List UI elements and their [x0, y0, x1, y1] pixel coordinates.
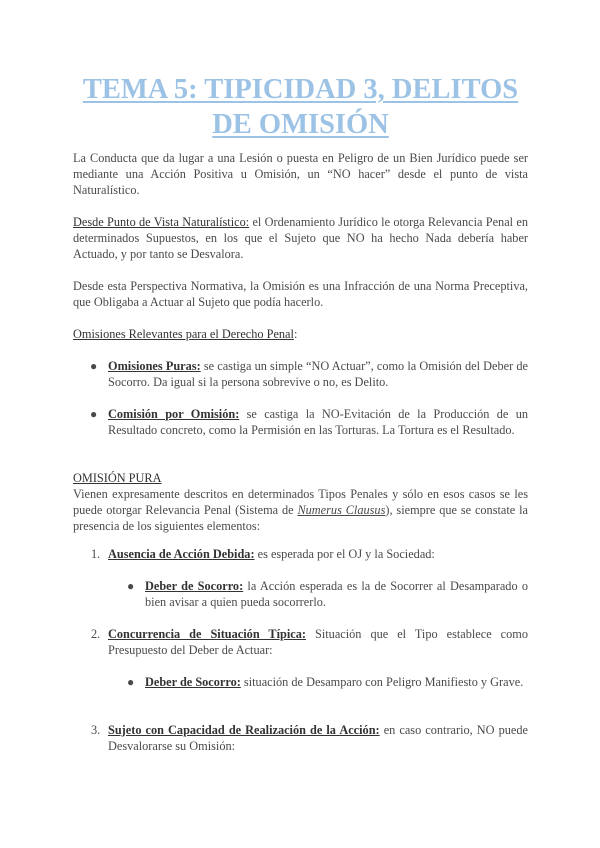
item-text: Situación que el Tipo establece como Presupuesto del Deber de Actuar:: [108, 627, 528, 657]
normative-paragraph: Desde esta Perspectiva Normativa, la Omisión es una Infracción de una Norma Preceptiva, que Obligaba a Actuar al Sujeto que podía hacerlo.: [73, 279, 528, 309]
item-label: Sujeto con Capacidad de Realización de la Acción:: [108, 723, 380, 737]
numbered-item-1: [108, 546, 528, 562]
item-text: se castiga un simple “NO Actuar”, como la Omisión del Deber de Socorro. Da igual si la persona sobrevive o no, es Delito.: [108, 359, 528, 389]
list-item-omisiones-puras: [108, 358, 528, 390]
bullet-dot: ●: [127, 675, 135, 689]
bullet-dot: ●: [90, 407, 98, 421]
relevant-heading-text: Omisiones Relevantes para el Derecho Penal: [73, 327, 294, 341]
relevant-heading: [73, 326, 528, 342]
sub-item-text: situación de Desamparo con Peligro Manifiesto y Grave.: [240, 675, 524, 689]
numerus-clausus: Numerus Clausus: [297, 503, 386, 517]
page-title: [73, 72, 528, 142]
item-text: se castiga la NO-Evitación de la Producción de un Resultado concreto, como la Permisión en las Torturas. La Tortura es el Resultado.: [108, 407, 528, 437]
sub-item-text: la Acción esperada es la de Socorrer al Desamparado o bien avisar a quien pueda socorrerlo.: [145, 579, 528, 609]
sub-item-label: Deber de Socorro:: [145, 675, 241, 689]
pure-heading-text: OMISIÓN PURA: [73, 471, 162, 485]
item-label: Comisión por Omisión:: [108, 407, 240, 421]
sub-item-label: Deber de Socorro:: [145, 579, 244, 593]
naturalistic-text: el Ordenamiento Jurídico le otorga Relevancia Penal en determinados Supuestos, en los que el Sujeto que NO ha hecho Nada debería haber Actuado, y por tanto se Desvalora.: [73, 215, 528, 261]
intro-paragraph: La Conducta que da lugar a una Lesión o puesta en Peligro de un Bien Jurídico puede ser mediante una Acción Positiva u Omisión, un “NO hacer” desde el punto de vista Naturalístico.: [73, 151, 528, 197]
relevant-heading-colon: :: [293, 327, 298, 341]
sub-item-1: [145, 578, 528, 610]
pure-text-a: Vienen expresamente descritos en determinados Tipos Penales y sólo en esos casos se les puede otorgar Relevancia Penal (Sistema de: [73, 487, 528, 517]
naturalistic-label: Desde Punto de Vista Naturalístico:: [73, 215, 250, 229]
bullet-dot: ●: [90, 359, 98, 373]
title-line-2: DE OMISIÓN: [212, 109, 389, 140]
list-number: 1.: [91, 547, 101, 561]
naturalistic-paragraph: [73, 214, 528, 262]
bullet-dot: ●: [127, 579, 135, 593]
numbered-item-3: [108, 722, 528, 754]
list-number: 3.: [91, 723, 101, 737]
item-label: Concurrencia de Situación Típica:: [108, 627, 307, 641]
pure-heading: [73, 470, 528, 486]
sub-item-2: [145, 674, 528, 690]
list-number: 2.: [91, 627, 101, 641]
item-label: Ausencia de Acción Debida:: [108, 547, 255, 561]
pure-paragraph: [73, 486, 528, 534]
list-item-comision-por-omision: [108, 406, 528, 438]
pure-text-b: ), siempre que se constate la presencia de los siguientes elementos:: [73, 503, 528, 533]
numbered-item-2: [108, 626, 528, 658]
document-page: [73, 72, 528, 753]
item-label: Omisiones Puras:: [108, 359, 201, 373]
title-line-1: TEMA 5: TIPICIDAD 3, DELITOS: [82, 74, 519, 105]
item-text: es esperada por el OJ y la Sociedad:: [254, 547, 435, 561]
item-text: en caso contrario, NO puede Desvalorarse su Omisión:: [108, 723, 528, 753]
